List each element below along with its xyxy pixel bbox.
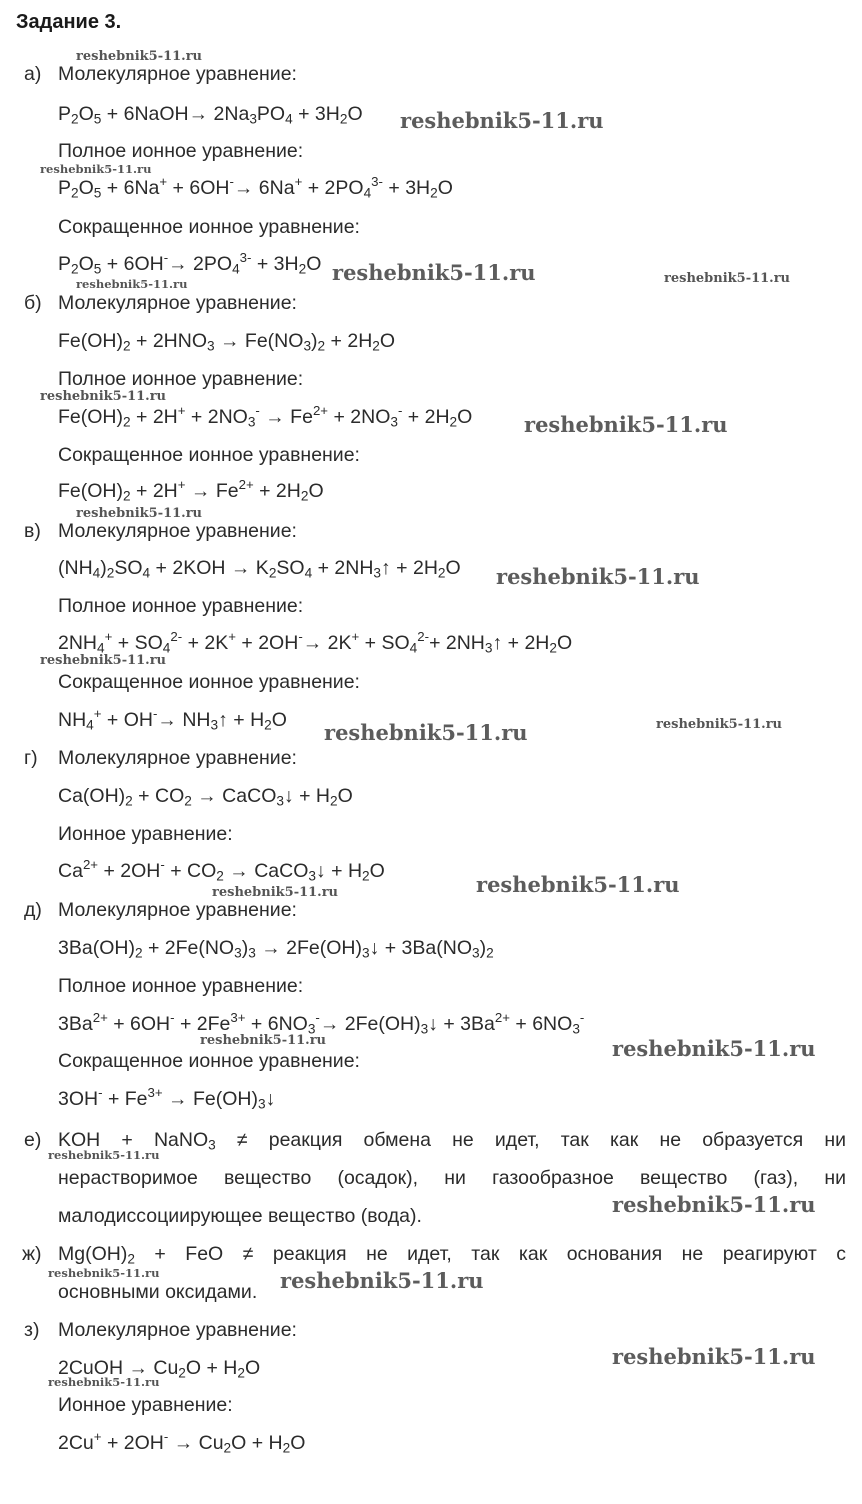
equation-b-molecular: $Fe(OH)_2 + 2HNO_3 \to Fe(NO_3)_2 + 2H_2O$ <box>58 330 396 354</box>
label-short-ionic-v: Сокращенное ионное уравнение: <box>58 671 360 693</box>
watermark: reshebnik5-11.ru <box>40 389 167 404</box>
label-molecular-b: Молекулярное уравнение: <box>58 292 297 314</box>
equation-z-molecular: 2CuOH → $Cu_2O + H_2O$ <box>58 1357 261 1381</box>
section-marker-d: д) <box>24 899 42 921</box>
watermark: reshebnik5-11.ru <box>280 1268 484 1293</box>
watermark: reshebnik5-11.ru <box>612 1344 816 1369</box>
watermark: reshebnik5-11.ru <box>40 162 152 176</box>
label-short-ionic-a: Сокращенное ионное уравнение: <box>58 216 360 238</box>
text-e-line-2: нерастворимое вещество (осадок), ни газообразное вещество (газ), ни <box>58 1167 846 1189</box>
label-molecular-a: Молекулярное уравнение: <box>58 63 297 85</box>
equation-z-ionic: $2Cu^+ + 2OH^- \to Cu_2O + H_2O$ <box>58 1429 306 1456</box>
label-short-ionic-b: Сокращенное ионное уравнение: <box>58 444 360 466</box>
watermark: reshebnik5-11.ru <box>40 653 167 668</box>
equation-a-full-ionic: $P_2O_5 + 6Na^+ + 6OH^-\to 6Na^+ + 2PO_4^{3-} + 3H_2O$ <box>58 174 453 201</box>
section-marker-g: г) <box>24 747 38 769</box>
watermark: reshebnik5-11.ru <box>76 277 188 291</box>
watermark: reshebnik5-11.ru <box>212 885 339 900</box>
watermark: reshebnik5-11.ru <box>612 1192 816 1217</box>
watermark: reshebnik5-11.ru <box>200 1033 327 1048</box>
label-full-ionic-d: Полное ионное уравнение: <box>58 975 304 997</box>
label-full-ionic-v: Полное ионное уравнение: <box>58 595 304 617</box>
watermark: reshebnik5-11.ru <box>496 564 700 589</box>
label-ionic-z: Ионное уравнение: <box>58 1394 233 1416</box>
label-ionic-g: Ионное уравнение: <box>58 823 233 845</box>
watermark: reshebnik5-11.ru <box>524 412 728 437</box>
equation-g-molecular: $Ca(OH)_2 + CO_2$ → CaCO$_3$↓ + $H_2O$ <box>58 785 353 809</box>
equation-v-molecular: $(NH_4)_2SO_4 + 2KOH \to K_2SO_4$ + $2NH_3↑ + 2H_2O$ <box>58 557 461 581</box>
label-molecular-g: Молекулярное уравнение: <box>58 747 297 769</box>
watermark: reshebnik5-11.ru <box>656 717 783 732</box>
watermark: reshebnik5-11.ru <box>48 1266 160 1280</box>
section-marker-v: в) <box>24 520 41 542</box>
watermark: reshebnik5-11.ru <box>612 1036 816 1061</box>
watermark: reshebnik5-11.ru <box>48 1375 160 1389</box>
watermark: reshebnik5-11.ru <box>76 49 203 64</box>
equation-d-short-ionic: $3OH^- + Fe^{3+}$ → $Fe(OH)_3↓$ <box>58 1085 276 1112</box>
section-marker-zh: ж) <box>22 1243 42 1265</box>
equation-a-molecular: $P_2O_5$ + 6NaOH→ $2Na_3PO_4 + 3H_2O$ <box>58 103 363 127</box>
text-zh-line-2: основными оксидами. <box>58 1281 258 1303</box>
section-marker-a: а) <box>24 63 42 85</box>
section-marker-b: б) <box>24 292 42 314</box>
watermark: reshebnik5-11.ru <box>332 260 536 285</box>
label-full-ionic-a: Полное ионное уравнение: <box>58 140 304 162</box>
watermark: reshebnik5-11.ru <box>476 872 680 897</box>
label-full-ionic-b: Полное ионное уравнение: <box>58 368 304 390</box>
text-e-line-1: KOH + NaNO$_3$ ≠ реакция обмена не идет, так как не образуется ни <box>58 1129 846 1153</box>
watermark: reshebnik5-11.ru <box>400 108 604 133</box>
watermark: reshebnik5-11.ru <box>664 271 791 286</box>
section-marker-z: з) <box>24 1319 40 1341</box>
equation-b-short-ionic: $Fe(OH)_2 + 2H^+ \to Fe^{2+} + 2H_2O$ <box>58 477 324 504</box>
text-zh-line-1: $Mg(OH)_2$ + FeO ≠ реакция не идет, так как основания не реагируют с <box>58 1243 846 1267</box>
section-marker-e: е) <box>24 1129 42 1151</box>
label-short-ionic-d: Сокращенное ионное уравнение: <box>58 1050 360 1072</box>
equation-d-full-ionic: $3Ba^{2+} + 6OH^- + 2Fe^{3+} + 6NO_3^-\to$ $2Fe(OH)_3↓ + 3Ba^{2+} + 6NO_3^-$ <box>58 1010 585 1037</box>
equation-a-short-ionic: $P_2O_5 + 6OH^-\to 2PO_4^{3-} + 3H_2O$ <box>58 250 322 277</box>
equation-b-full-ionic: $Fe(OH)_2 + 2H^+ + 2NO_3^- \to Fe^{2+} + 2NO_3^- + 2H_2O$ <box>58 403 473 430</box>
watermark: reshebnik5-11.ru <box>48 1148 160 1162</box>
label-molecular-v: Молекулярное уравнение: <box>58 520 297 542</box>
equation-d-molecular: $3Ba(OH)_2 + 2Fe(NO_3)_3$ → $2Fe(OH)_3↓ + 3Ba(NO_3)_2$ <box>58 937 494 961</box>
watermark: reshebnik5-11.ru <box>324 720 528 745</box>
label-molecular-z: Молекулярное уравнение: <box>58 1319 297 1341</box>
equation-v-full-ionic: $2NH_4^+ + SO_4^{2-} + 2K^+ + 2OH^-\to 2K^+ + SO_4^{2-}+$ $2NH_3↑ + 2H_2O$ <box>58 629 573 656</box>
watermark: reshebnik5-11.ru <box>76 506 203 521</box>
equation-g-ionic: $Ca^{2+} + 2OH^- + CO_2$ → CaCO$_3$↓ + $H_2O$ <box>58 857 385 884</box>
label-molecular-d: Молекулярное уравнение: <box>58 899 297 921</box>
text-e-line-3: малодиссоциирующее вещество (вода). <box>58 1205 422 1227</box>
equation-v-short-ionic: $NH_4^+ + OH^-\to$ $NH_3↑ + H_2O$ <box>58 706 287 733</box>
page-title: Задание 3. <box>16 11 122 33</box>
